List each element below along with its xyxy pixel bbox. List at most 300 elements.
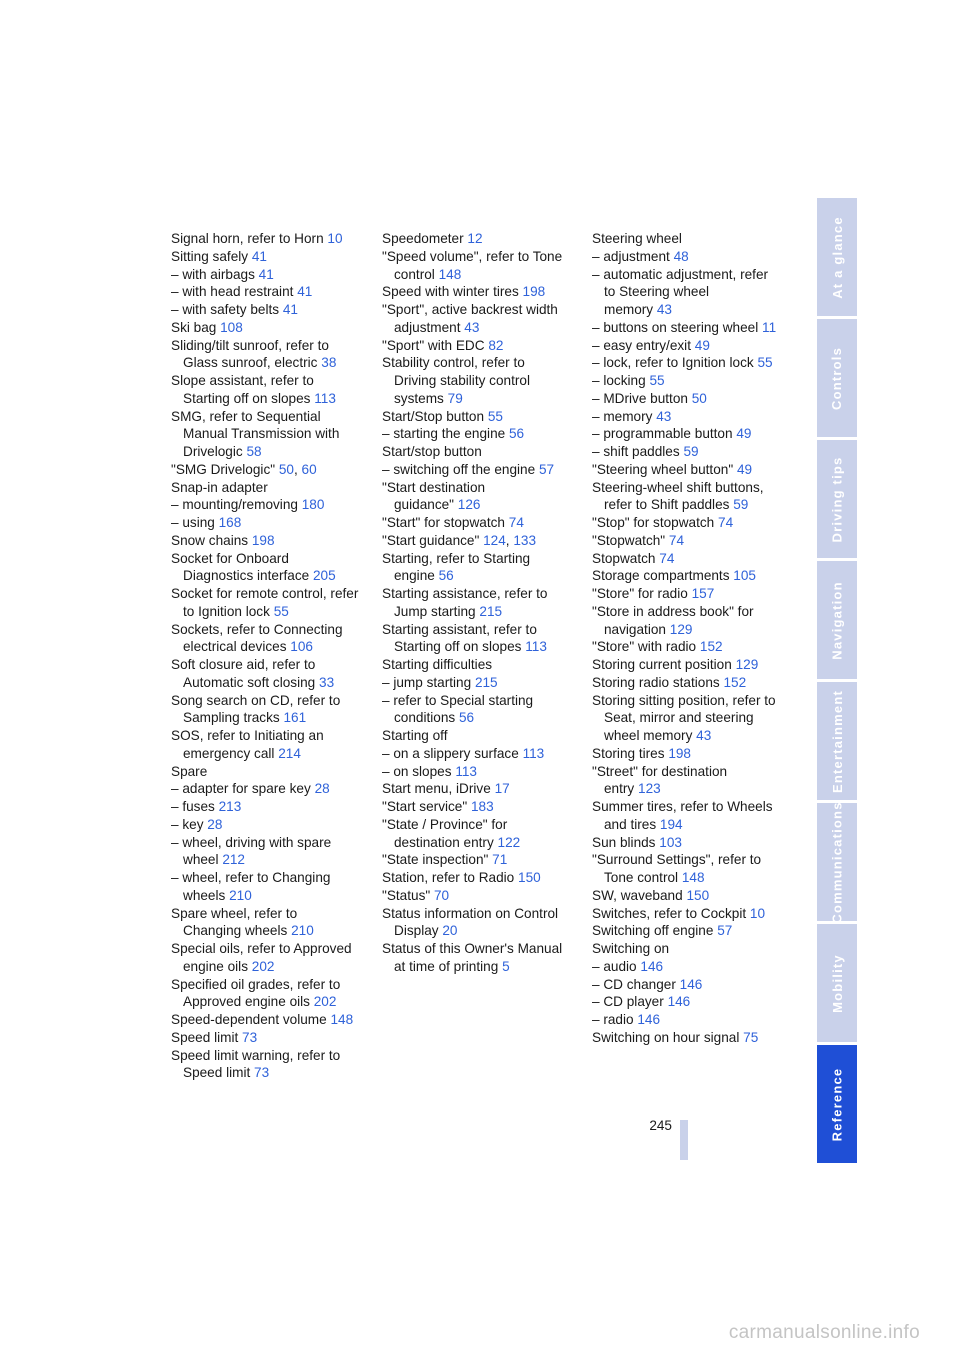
tab-label: Communications	[829, 800, 845, 924]
index-entry-text: – lock, refer to Ignition lock	[592, 355, 754, 371]
index-entry-text: Sockets, refer to Connecting electrical devices	[171, 621, 343, 655]
page-link[interactable]: 74	[659, 550, 675, 566]
tab-label: Mobility	[829, 953, 845, 1013]
index-entry	[592, 905, 780, 923]
index-entry	[592, 656, 780, 674]
tab-label: Driving tips	[829, 456, 845, 542]
index-entry-text: Status of this Owner's Manual at time of printing	[382, 941, 563, 974]
page-link[interactable]: 126	[457, 497, 481, 513]
page-link[interactable]: 55	[487, 408, 503, 424]
page-link[interactable]: 59	[683, 444, 699, 459]
index-entry-text: Ski bag	[171, 319, 217, 335]
index-entry	[171, 834, 359, 870]
index-entry	[171, 869, 359, 905]
page-link[interactable]: 41	[297, 284, 313, 300]
index-entry	[382, 745, 570, 763]
page-link[interactable]: 82	[488, 337, 504, 353]
index-entry-text: – CD changer	[592, 976, 676, 992]
page-link[interactable]: 56	[438, 568, 454, 584]
index-entry-text: – programmable button	[592, 426, 733, 442]
page-link[interactable]: 113	[522, 745, 545, 761]
index-entry-text: Speed limit	[171, 1029, 239, 1045]
page-link[interactable]: 113	[455, 763, 477, 779]
page-link[interactable]: 12	[467, 231, 483, 246]
index-entry-text: – with safety belts	[171, 302, 280, 317]
index-entry	[592, 425, 780, 443]
index-entry	[592, 337, 780, 355]
index-entry-text: "Stop" for stopwatch	[592, 515, 715, 530]
page-link[interactable]: 41	[282, 302, 298, 317]
index-entry-text: Signal horn, refer to Horn	[171, 231, 324, 246]
index-entry-text: Sun blinds	[592, 834, 656, 850]
page-link[interactable]: 28	[207, 816, 223, 832]
index-entry-text: – key	[171, 816, 204, 832]
tab-label: At a glance	[829, 215, 845, 299]
index-entry	[592, 443, 780, 461]
index-entry	[171, 337, 359, 373]
page-link[interactable]: 56	[508, 426, 525, 442]
index-entry-text: Storage compartments	[592, 568, 730, 584]
index-entry-text: Stability control, refer to Driving stability control systems	[382, 355, 530, 406]
index-entry-text: Sitting safely	[171, 248, 249, 264]
index-entry-text: Spare	[171, 763, 208, 779]
page-link[interactable]: 198	[668, 745, 691, 761]
page-link[interactable]: 49	[736, 426, 752, 442]
page-link[interactable]: 71	[492, 852, 508, 868]
index-entry	[171, 976, 359, 1012]
page-link[interactable]: 180	[301, 497, 325, 513]
index-entry	[592, 408, 780, 426]
index-entry-text: Sliding/tilt sunroof, refer to Glass sunroof, electric	[171, 337, 329, 371]
index-entry	[171, 372, 359, 408]
tab-controls[interactable]	[817, 319, 857, 437]
tab-navigation[interactable]	[817, 561, 857, 679]
page-link[interactable]: 198	[522, 284, 546, 300]
page-link[interactable]: 150	[518, 870, 541, 885]
tab-at-a-glance[interactable]	[817, 198, 857, 316]
index-entry	[382, 354, 570, 407]
index-column-2	[382, 230, 570, 976]
index-entry	[592, 922, 780, 940]
page-link[interactable]: 20	[442, 923, 458, 939]
page-link[interactable]: 50	[278, 461, 294, 477]
tab-label: Controls	[829, 346, 845, 410]
page-link[interactable]: 129	[669, 621, 693, 637]
page-link[interactable]: 74	[718, 515, 734, 530]
index-entry-text: – automatic adjustment, refer to Steering wheel memory	[592, 266, 769, 317]
index-entry-text: Socket for Onboard Diagnostics interface	[171, 550, 310, 584]
index-entry	[592, 514, 780, 532]
index-entry	[171, 408, 359, 461]
index-entry-text: "Surround Settings", refer to Tone control	[592, 852, 762, 885]
page-link[interactable]: 198	[251, 532, 275, 548]
page-link[interactable]: 113	[314, 390, 336, 406]
index-entry-text: Slope assistant, refer to Starting off on slopes	[171, 373, 314, 406]
page-link[interactable]: 57	[717, 923, 733, 939]
index-entry	[382, 585, 570, 621]
index-entry-text: – using	[171, 515, 215, 530]
index-entry-text: Soft closure aid, refer to Automatic soft closing	[171, 657, 316, 690]
page-link[interactable]: 28	[314, 781, 330, 797]
page-link[interactable]: 133	[513, 532, 537, 548]
page-link[interactable]: 10	[749, 905, 766, 921]
index-entry-text: "Speed volume", refer to Tone control	[382, 248, 563, 282]
index-entry	[382, 230, 570, 248]
page-link[interactable]: 17	[494, 781, 510, 797]
index-entry	[382, 461, 570, 479]
page-link[interactable]: 73	[254, 1065, 270, 1081]
index-entry-text: Start menu, iDrive	[382, 781, 491, 797]
index-entry	[592, 479, 780, 515]
index-entry	[382, 408, 570, 426]
page-link[interactable]: 75	[743, 1029, 759, 1045]
index-entry-text: "Start destination guidance"	[382, 479, 486, 513]
index-entry	[382, 337, 570, 355]
index-entry	[592, 585, 780, 603]
index-entry	[171, 656, 359, 692]
page-link[interactable]: 113	[525, 639, 547, 655]
index-entry	[592, 354, 780, 372]
index-entry	[382, 869, 570, 887]
index-entry-text: "State inspection"	[382, 852, 489, 868]
index-entry	[592, 834, 780, 852]
index-entry-text: Speed with winter tires	[382, 284, 519, 300]
section-tabs	[817, 198, 857, 1160]
index-entry	[171, 816, 359, 834]
index-entry	[592, 1011, 780, 1029]
tab-reference[interactable]	[817, 1045, 857, 1163]
index-entry	[171, 780, 359, 798]
tab-mobility[interactable]	[817, 924, 857, 1042]
index-entry	[592, 319, 780, 337]
index-entry-text: – jump starting	[382, 674, 472, 690]
page-link[interactable]: 202	[313, 994, 337, 1010]
page-link[interactable]: 124	[483, 532, 506, 548]
index-entry	[592, 940, 780, 958]
index-entry-text: Specified oil grades, refer to Approved engine oils	[171, 976, 341, 1010]
page-link[interactable]: 215	[479, 603, 503, 619]
page-link[interactable]: 10	[327, 231, 343, 246]
index-entry	[382, 798, 570, 816]
index-entry	[592, 638, 780, 656]
index-entry	[382, 425, 570, 443]
index-entry-text: Snow chains	[171, 532, 249, 548]
page-number-bar	[680, 1120, 688, 1160]
index-entry-text: SMG, refer to Sequential Manual Transmission with Drivelogic	[171, 408, 340, 459]
index-entry	[382, 656, 570, 674]
page-link[interactable]: 148	[681, 870, 705, 885]
index-entry-text: Start/Stop button	[382, 408, 485, 424]
page-link[interactable]: 205	[312, 568, 336, 584]
index-entry-text: SOS, refer to Initiating an emergency call	[171, 728, 324, 761]
index-entry-text: – shift paddles	[592, 444, 680, 459]
page-link[interactable]: 146	[667, 994, 691, 1010]
page-link[interactable]: 43	[464, 319, 480, 335]
page-link[interactable]: 79	[447, 390, 463, 406]
index-entry-text: – wheel, driving with spare wheel	[171, 834, 332, 868]
tab-label: Reference	[829, 1067, 845, 1141]
page-link[interactable]: 5	[502, 958, 510, 974]
index-entry-text: "Start guidance"	[382, 532, 480, 548]
page-link[interactable]: 11	[762, 319, 777, 335]
page-link[interactable]: 55	[273, 603, 289, 619]
index-entry	[171, 692, 359, 728]
index-entry	[382, 692, 570, 728]
index-entry-text: Start/stop button	[382, 444, 482, 459]
index-entry-text: – on slopes	[382, 763, 452, 779]
index-entry	[592, 976, 780, 994]
index-entry-text: "State / Province" for destination entry	[382, 816, 508, 850]
index-entry	[592, 958, 780, 976]
page-link[interactable]: 33	[319, 674, 335, 690]
page-link[interactable]: 38	[321, 355, 337, 371]
index-entry-text: Starting assistance, refer to Jump starting	[382, 586, 548, 619]
index-entry	[592, 798, 780, 834]
index-column-3	[592, 230, 780, 1047]
index-entry	[382, 550, 570, 586]
page-link[interactable]: 152	[723, 674, 747, 690]
index-entry-text: Special oils, refer to Approved engine oils	[171, 941, 352, 974]
index-entry	[171, 266, 359, 284]
page-link[interactable]: 55	[649, 373, 665, 388]
page-link[interactable]: 129	[735, 657, 759, 672]
index-entry-text: – fuses	[171, 799, 215, 814]
index-entry	[382, 763, 570, 781]
index-entry	[382, 283, 570, 301]
index-entry	[171, 319, 359, 337]
index-entry-text: – radio	[592, 1012, 634, 1027]
index-entry	[382, 780, 570, 798]
page-number: 245	[649, 1118, 672, 1133]
page-link[interactable]: 103	[659, 834, 682, 850]
index-entry-text: Switching on hour signal	[592, 1029, 740, 1045]
index-entry	[171, 798, 359, 816]
index-entry	[592, 887, 780, 905]
index-entry-text: "Store" with radio	[592, 639, 697, 655]
index-entry	[171, 532, 359, 550]
index-entry-text: Storing sitting position, refer to Seat, mirror and steering wheel memory	[592, 692, 776, 743]
index-entry	[382, 621, 570, 657]
page-link[interactable]: 56	[459, 710, 475, 726]
index-entry	[382, 727, 570, 745]
index-entry-text: Switches, refer to Cockpit	[592, 905, 747, 921]
page-link[interactable]: 74	[668, 532, 685, 548]
index-entry	[592, 1029, 780, 1047]
index-entry-text: – switching off the engine	[382, 461, 536, 477]
index-entry	[592, 532, 780, 550]
page-link[interactable]: 59	[733, 497, 749, 513]
index-entry-text: Speed limit warning, refer to Speed limit	[171, 1047, 341, 1081]
index-entry	[592, 851, 780, 887]
index-entry-text: Summer tires, refer to Wheels and tires	[592, 799, 773, 832]
page-link[interactable]: 43	[696, 728, 712, 743]
page-link[interactable]: 210	[291, 923, 314, 939]
index-entry	[171, 1029, 359, 1047]
index-entry-text: – wheel, refer to Changing wheels	[171, 870, 331, 903]
index-entry	[171, 1011, 359, 1029]
index-entry-text: Stopwatch	[592, 550, 656, 566]
tab-communications[interactable]	[817, 800, 857, 924]
page-link[interactable]: 48	[673, 248, 689, 264]
index-entry-text: Starting assistant, refer to Starting off on slopes	[382, 621, 537, 655]
index-entry	[382, 674, 570, 692]
index-entry-text: – easy entry/exit	[592, 337, 691, 353]
page-link[interactable]: 70	[433, 887, 450, 903]
index-entry-text: Switching off engine	[592, 923, 714, 939]
watermark: carmanualsonline.info	[728, 1322, 920, 1343]
page-link[interactable]: 168	[218, 515, 242, 530]
index-entry-text: Spare wheel, refer to Changing wheels	[171, 905, 298, 939]
index-entry-text: – MDrive button	[592, 390, 688, 406]
index-entry	[382, 514, 570, 532]
index-entry-text: Steering-wheel shift buttons, refer to Shift paddles	[592, 479, 764, 513]
page-link[interactable]: 57	[538, 461, 555, 477]
index-entry	[592, 993, 780, 1011]
page-link[interactable]: 146	[637, 1012, 661, 1027]
page-link[interactable]: 202	[251, 958, 275, 974]
page-link[interactable]: 210	[229, 887, 252, 903]
index-entry	[382, 816, 570, 852]
index-entry	[382, 940, 570, 976]
index-entry-text: Storing tires	[592, 745, 665, 761]
index-entry-text: – with head restraint	[171, 284, 294, 300]
page-link[interactable]: 105	[733, 568, 756, 584]
page-link[interactable]: 215	[474, 674, 498, 690]
index-entry	[592, 763, 780, 799]
index-entry	[592, 550, 780, 568]
index-entry-text: – audio	[592, 958, 637, 974]
index-entry-text: "Store" for radio	[592, 586, 688, 601]
page-link[interactable]: 122	[497, 834, 521, 850]
index-entry-text: Switching on	[592, 941, 670, 956]
page-link[interactable]: 43	[656, 302, 672, 317]
index-entry	[592, 390, 780, 408]
index-entry-text: "Sport", active backrest width adjustment	[382, 302, 558, 335]
page-link[interactable]: 73	[242, 1029, 258, 1045]
index-entry-text: – refer to Special starting conditions	[382, 692, 534, 726]
tab-label: Entertainment	[829, 689, 845, 793]
index-entry	[171, 621, 359, 657]
index-entry-text: "Street" for destination entry	[592, 763, 728, 797]
index-entry-text: – memory	[592, 408, 653, 424]
page-link[interactable]: 183	[470, 799, 494, 814]
page-link[interactable]: 49	[736, 461, 753, 477]
index-entry-text: "Sport" with EDC	[382, 337, 485, 353]
index-entry	[592, 461, 780, 479]
index-entry	[171, 1047, 359, 1083]
index-entry	[382, 887, 570, 905]
page-link[interactable]: 148	[438, 266, 462, 282]
page-link[interactable]: 41	[251, 248, 267, 264]
index-entry-text: Steering wheel	[592, 231, 682, 246]
page-link[interactable]: 58	[246, 444, 262, 459]
page-link[interactable]: 161	[283, 710, 307, 726]
index-entry-text: Speedometer	[382, 231, 464, 246]
index-entry-text: – buttons on steering wheel	[592, 319, 759, 335]
tab-entertainment[interactable]	[817, 682, 857, 800]
page-link[interactable]: 152	[699, 639, 723, 655]
page-link[interactable]: 123	[638, 781, 661, 797]
page-link[interactable]: 74	[508, 515, 524, 530]
index-entry-text: – on a slippery surface	[382, 745, 519, 761]
index-entry-text: Song search on CD, refer to Sampling tracks	[171, 692, 341, 726]
index-entry	[171, 496, 359, 514]
tab-label: Navigation	[829, 580, 845, 660]
index-entry-text: "Steering wheel button"	[592, 461, 734, 477]
index-entry	[171, 283, 359, 301]
page-link[interactable]: 55	[757, 355, 773, 371]
index-entry-text: – mounting/removing	[171, 497, 298, 513]
index-entry-text: "SMG Drivelogic"	[171, 461, 276, 477]
index-entry-text: – adjustment	[592, 248, 670, 264]
index-entry-text: "Store in address book" for navigation	[592, 603, 754, 637]
index-entry	[592, 248, 780, 266]
page-link[interactable]: 50	[691, 390, 707, 406]
tab-driving-tips[interactable]	[817, 440, 857, 558]
index-entry	[592, 230, 780, 248]
index-entry-text: Starting off	[382, 728, 448, 743]
page-link[interactable]: 49	[694, 337, 710, 353]
index-column-1	[171, 230, 359, 1082]
page-link[interactable]: 106	[290, 639, 313, 655]
index-entry-text: "Stopwatch"	[592, 532, 666, 548]
index-entry	[592, 603, 780, 639]
index-entry-text: "Start service"	[382, 799, 468, 814]
page-link[interactable]: 214	[278, 745, 301, 761]
index-entry-text: SW, waveband	[592, 887, 683, 903]
index-entry	[171, 550, 359, 586]
index-entry	[382, 443, 570, 461]
page-link[interactable]: 212	[222, 852, 245, 868]
index-entry	[382, 301, 570, 337]
page-link[interactable]: 150	[686, 887, 710, 903]
page-link[interactable]: 213	[218, 799, 242, 814]
index-entry-text: Storing current position	[592, 657, 732, 672]
index-entry	[171, 514, 359, 532]
index-entry	[382, 851, 570, 869]
page-link[interactable]: 60	[301, 461, 317, 477]
index-entry: "SMG Drivelogic" 50, 60	[171, 461, 317, 477]
index-entry	[171, 763, 359, 781]
index-entry	[382, 479, 570, 515]
page-link[interactable]: 194	[659, 816, 683, 832]
index-entry-text: Station, refer to Radio	[382, 870, 515, 885]
index-entry-text: Socket for remote control, refer to Ignition lock	[171, 586, 359, 619]
page-link[interactable]: 148	[330, 1012, 354, 1027]
index-entry	[592, 745, 780, 763]
page-link[interactable]: 108	[220, 319, 243, 335]
index-entry	[171, 479, 359, 497]
index-entry	[592, 372, 780, 390]
index-entry-text: Starting, refer to Starting engine	[382, 550, 531, 584]
page-link[interactable]: 43	[656, 408, 672, 424]
index-entry-text: Snap-in adapter	[171, 479, 268, 495]
page-link[interactable]: 157	[691, 586, 715, 601]
index-entry-text: – locking	[592, 373, 646, 388]
index-entry	[171, 727, 359, 763]
index-entry	[592, 567, 780, 585]
page-link[interactable]: 146	[640, 958, 664, 974]
index-entry-text: Status information on Control Display	[382, 905, 559, 939]
index-entry-text: "Start" for stopwatch	[382, 515, 505, 530]
index-entry	[592, 692, 780, 745]
index-entry-text: – adapter for spare key	[171, 781, 311, 797]
index-entry	[592, 674, 780, 692]
index-entry-text: Storing radio stations	[592, 674, 720, 690]
page-link[interactable]: 41	[258, 266, 274, 282]
page-link[interactable]: 146	[679, 976, 703, 992]
index-entry-text: – starting the engine	[382, 426, 506, 442]
